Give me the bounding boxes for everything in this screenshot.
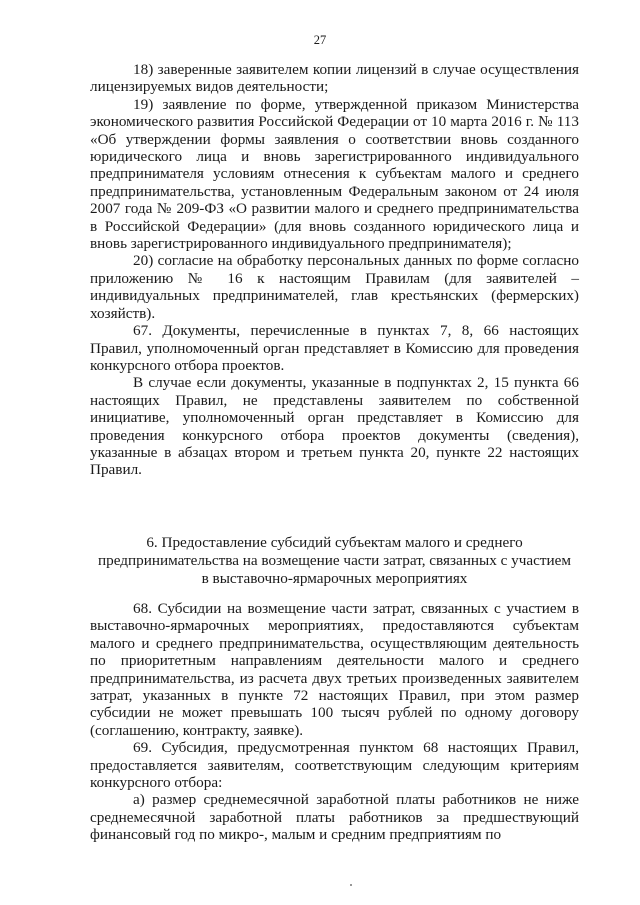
page-number: 27 [313,33,327,47]
section-heading-line-3: в выставочно-ярмарочных мероприятиях [201,570,468,587]
top-text-block [90,61,579,479]
paragraph-item-20: 20) согласие на обработку персональных данных по форме согласно приложению № 16 к настоящим Правилам (для заявителей – индивидуальных предпринимателей, глав крестьянских (фермерских) хозяйств). [90,252,579,322]
paragraph-criterion-a: а) размер среднемесячной заработной платы работников не ниже среднемесячной заработной платы работников за предшествующий финансовый год по микро-, малым и средним предприятиям по [90,791,579,844]
section-heading-line-1: 6. Предоставление субсидий субъектам малого и среднего [146,534,523,551]
paragraph-clause-69: 69. Субсидия, предусмотренная пунктом 68 настоящих Правил, предоставляется заявителям, соответствующим следующим критериям конкурсного отбора: [90,739,579,792]
bottom-text-block [90,600,579,844]
section-heading [90,534,579,588]
paragraph-item-18: 18) заверенные заявителем копии лицензий в случае осуществления лицензируемых видов деятельности; [90,61,579,96]
paragraph-clause-68: 68. Субсидии на возмещение части затрат, связанных с участием в выставочно-ярмарочных мероприятиях, предоставляются субъектам малого и среднего предпринимательства, осуществляющим деятельность по приоритетным направлениям деятельности малого и среднего предпринимательства, из расчета двух третьих произведенных заявителем затрат, указанных в пункте 72 настоящих Правил, при этом размер субсидии не может превышать 100 тысяч рублей по одному договору (соглашению, контракту, заявке). [90,600,579,739]
scan-artifact-dot [350,884,352,886]
paragraph-clause-67-continuation: В случае если документы, указанные в подпунктах 2, 15 пункта 66 настоящих Правил, не представлены заявителем по собственной инициативе, уполномоченный орган представляет в Комиссию для проведения конкурсного отбора проектов документы (сведения), указанные в абзацах втором и третьем пункта 20, пункте 22 настоящих Правил. [90,374,579,479]
paragraph-clause-67: 67. Документы, перечисленные в пунктах 7, 8, 66 настоящих Правил, уполномоченный орган представляет в Комиссию для проведения конкурсного отбора проектов. [90,322,579,374]
paragraph-item-19: 19) заявление по форме, утвержденной приказом Министерства экономического развития Российской Федерации от 10 марта 2016 г. № 113 «Об утверждении формы заявления о соответствии вновь созданного юридического лица и вновь зарегистрированного индивидуального предпринимателя условиям отнесения к субъектам малого и среднего предпринимательства, установленным Федеральным законом от 24 июля 2007 года № 209-ФЗ «О развитии малого и среднего предпринимательства в Российской Федерации» (для вновь созданного юридического лица и вновь зарегистрированного индивидуального предпринимателя); [90,95,579,253]
section-heading-line-2: предпринимательства на возмещение части затрат, связанных с участием [98,552,571,569]
